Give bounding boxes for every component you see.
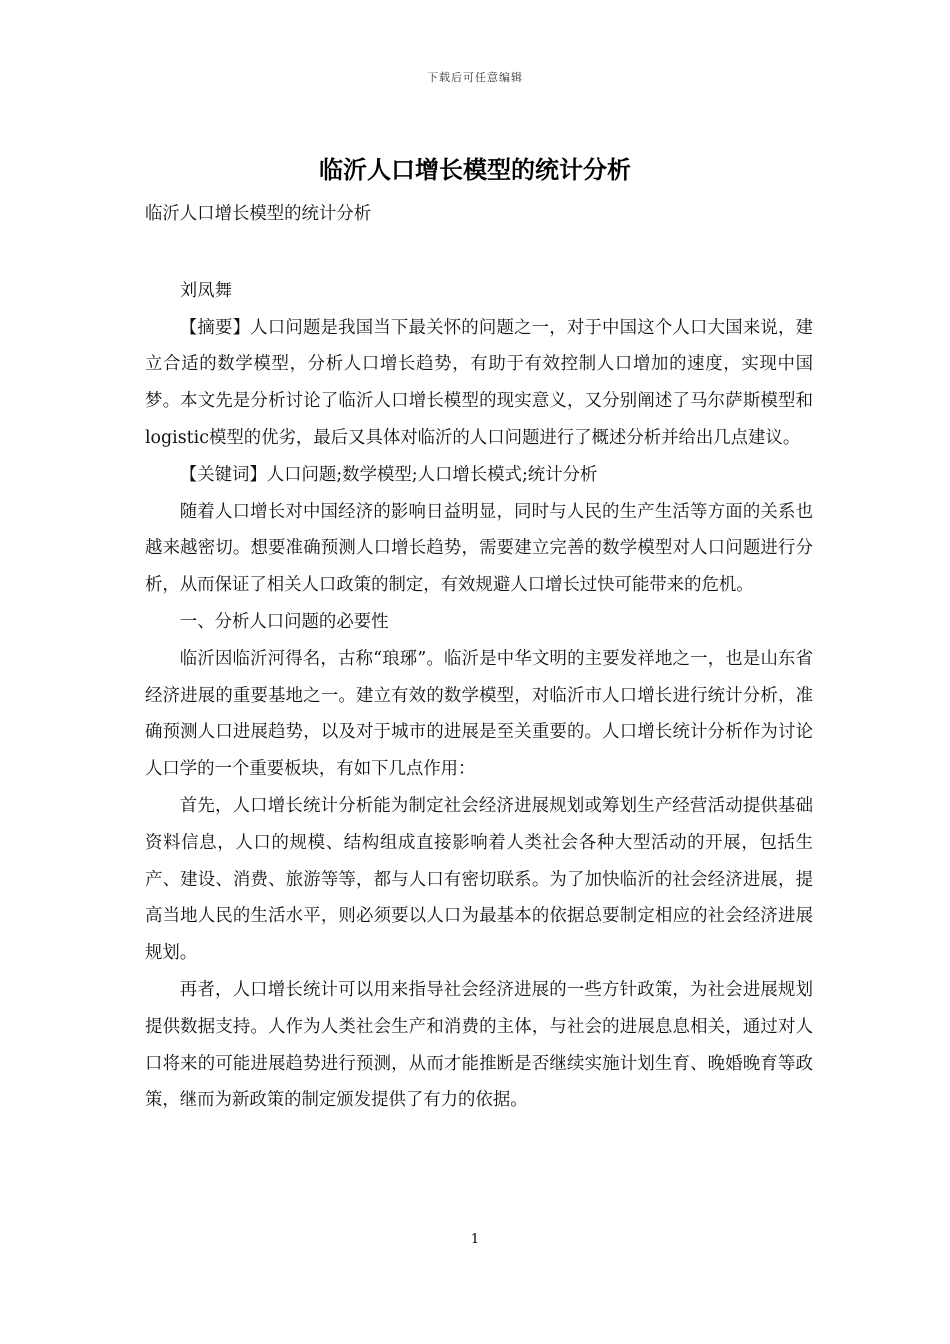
document-title: 临沂人口增长模型的统计分析 — [319, 155, 631, 184]
section-heading: 一、分析人口问题的必要性 — [179, 611, 389, 632]
intro-paragraph: 随着人口增长对中国经济的影响日益明显，同时与人民的生产生活等方面的关系也越来越密切。想要准确预测人口增长趋势，需要建立完善的数学模型对人口问题进行分析，从而保证了相关人口政策的制定，有效规避人口增长过快可能带来的危机。 — [145, 501, 813, 596]
body-paragraph: 首先，人口增长统计分析能为制定社会经济进展规划或筹划生产经营活动提供基础资料信息，人口的规模、结构组成直接影响着人类社会各种大型活动的开展，包括生产、建设、消费、旅游等等，都与人口有密切联系。为了加快临沂的社会经济进展，提高当地人民的生活水平，则必须要以人口为最基本的依据总要制定相应的社会经济进展规划。 — [145, 795, 813, 964]
author: 刘凤舞 — [179, 280, 232, 301]
keywords-paragraph: 【关键词】人口问题;数学模型;人口增长模式;统计分析 — [179, 464, 598, 485]
abstract-paragraph: 【摘要】人口问题是我国当下最关怀的问题之一，对于中国这个人口大国来说，建立合适的数学模型，分析人口增长趋势，有助于有效控制人口增加的速度，实现中国梦。本文先是分析讨论了临沂人口增长模型的现实意义，又分别阐述了马尔萨斯模型和logistic模型的优劣，最后又具体对临沂的人口问题进行了概述分析并给出几点建议。 — [145, 317, 813, 448]
page-number: 1 — [470, 1232, 480, 1247]
header-note: 下载后可任意编辑 — [427, 71, 523, 84]
body-paragraph: 再者，人口增长统计可以用来指导社会经济进展的一些方针政策，为社会进展规划提供数据支持。人作为人类社会生产和消费的主体，与社会的进展息息相关，通过对人口将来的可能进展趋势进行预测，从而才能推断是否继续实施计划生育、晚婚晚育等政策，继而为新政策的制定颁发提供了有力的依据。 — [145, 979, 813, 1111]
document-body — [145, 196, 813, 1119]
spacer — [145, 233, 813, 273]
document-subtitle: 临沂人口增长模型的统计分析 — [145, 204, 372, 224]
body-paragraph: 临沂因临沂河得名，古称“琅琊”。临沂是中华文明的主要发祥地之一，也是山东省经济进展的重要基地之一。建立有效的数学模型，对临沂市人口增长进行统计分析，准确预测人口进展趋势，以及对于城市的进展是至关重要的。人口增长统计分析作为讨论人口学的一个重要板块，有如下几点作用： — [145, 648, 813, 780]
